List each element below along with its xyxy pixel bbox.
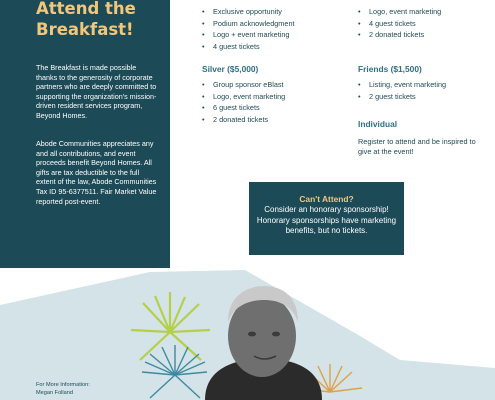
silver-tier-benefits [202, 79, 285, 125]
list-item: • Listing, event marketing [358, 79, 446, 91]
callout-body: Consider an honorary sponsorship! Honorary sponsorships have marketing benefits, but no tickets. [256, 205, 397, 236]
list-item: • Group sponsor eBlast [202, 79, 285, 91]
list-item: • 2 guest tickets [358, 91, 446, 103]
list-item: • Logo, event marketing [358, 6, 441, 18]
individual-tier-heading: Individual [358, 119, 398, 129]
intro-panel [0, 0, 170, 268]
tax-paragraph: Abode Communities appreciates any and all contributions, and event proceeds benefit Beyond Homes. All gifts are tax deductible to the full extent of the law, Abode Communities Tax ID 95-6377511. Fair Market Value reported post-event. [36, 139, 157, 206]
list-item: • Logo, event marketing [202, 91, 285, 103]
headline-line-2: Breakfast! [36, 20, 134, 39]
friends-tier-benefits [358, 79, 446, 102]
contact-info [36, 382, 90, 397]
individual-tier-description: Register to attend and be inspired to give at the event! [358, 137, 476, 157]
list-item: • 2 donated tickets [358, 29, 441, 41]
headline [36, 0, 166, 40]
list-item: • Podium acknowledgment [202, 18, 295, 30]
friends-tier-heading: Friends ($1,500) [358, 64, 422, 74]
list-item: • 6 guest tickets [202, 102, 285, 114]
honorary-sponsorship-callout [249, 182, 404, 255]
list-item: • 4 guest tickets [358, 18, 441, 30]
headline-line-1: Attend the [36, 0, 136, 18]
callout-heading: Can't Attend? [299, 194, 354, 204]
contact-label: For More Information: [36, 382, 90, 388]
intro-paragraph: The Breakfast is made possible thanks to the generosity of corporate partners who are deeply committed to supporting the organization's mission-driven resident services program, Beyond Homes. [36, 63, 157, 120]
contact-name: Megan Folland [36, 389, 74, 396]
list-item: • 2 donated tickets [202, 114, 285, 126]
list-item: • 4 guest tickets [202, 41, 295, 53]
list-item: • Exclusive opportunity [202, 6, 295, 18]
list-item: • Logo + event marketing [202, 29, 295, 41]
right-top-tier-benefits [358, 6, 441, 41]
silver-tier-heading: Silver ($5,000) [202, 64, 259, 74]
top-tier-benefits [202, 6, 295, 52]
